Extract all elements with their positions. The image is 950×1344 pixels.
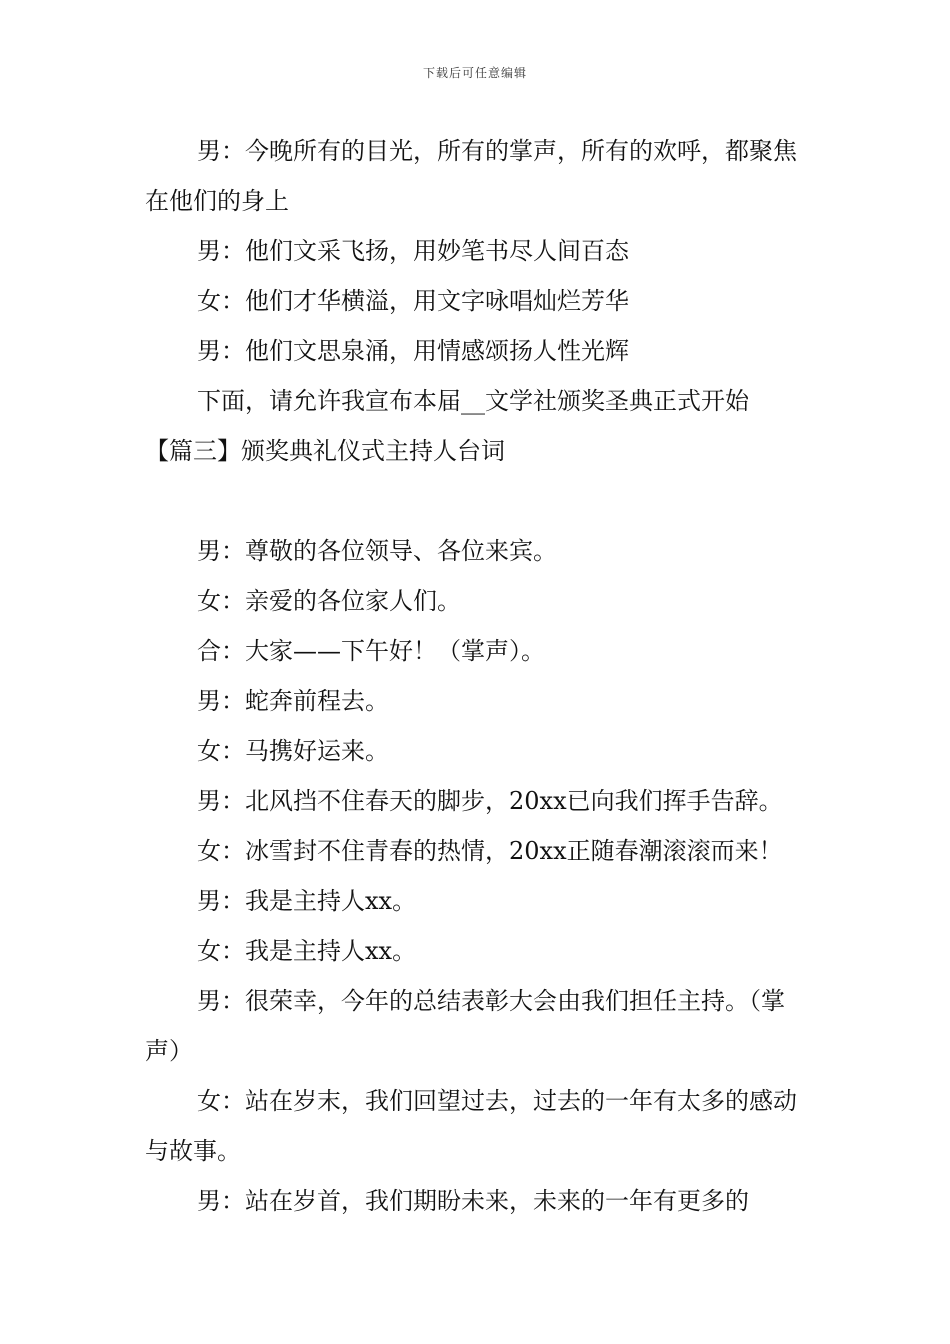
paragraph: 男：他们文采飞扬，用妙笔书尽人间百态 [197,237,629,265]
paragraph: 男：蛇奔前程去。 [197,687,389,715]
paragraph: 男：今晚所有的目光，所有的掌声，所有的欢呼，都聚焦在他们的身上 [145,137,797,215]
page-header: 下载后可任意编辑 [422,66,527,80]
paragraph: 女：亲爱的各位家人们。 [197,587,461,615]
paragraph: 男：他们文思泉涌，用情感颂扬人性光辉 [197,337,629,365]
paragraph: 女：他们才华横溢，用文字咏唱灿烂芳华 [197,287,629,315]
blank-line [145,476,807,526]
section-heading: 【篇三】颁奖典礼仪式主持人台词 [145,437,505,465]
paragraph: 男：站在岁首，我们期盼未来，未来的一年有更多的 [197,1187,749,1215]
paragraph: 女：冰雪封不住青春的热情，20xx正随春潮滚滚而来！ [197,837,783,865]
paragraph: 女：站在岁末，我们回望过去，过去的一年有太多的感动与故事。 [145,1087,797,1165]
paragraph: 下面，请允许我宣布本届__文学社颁奖圣典正式开始 [197,387,749,415]
paragraph: 男：很荣幸，今年的总结表彰大会由我们担任主持。（掌声） [145,987,785,1065]
paragraph: 女：马携好运来。 [197,737,389,765]
document-body [145,126,807,1226]
paragraph: 男：北风挡不住春天的脚步，20xx已向我们挥手告辞。 [197,787,783,815]
paragraph: 女：我是主持人xx。 [197,937,417,965]
paragraph: 男：我是主持人xx。 [197,887,417,915]
paragraph: 合：大家——下午好！（掌声）。 [197,637,545,665]
paragraph: 男：尊敬的各位领导、各位来宾。 [197,537,557,565]
